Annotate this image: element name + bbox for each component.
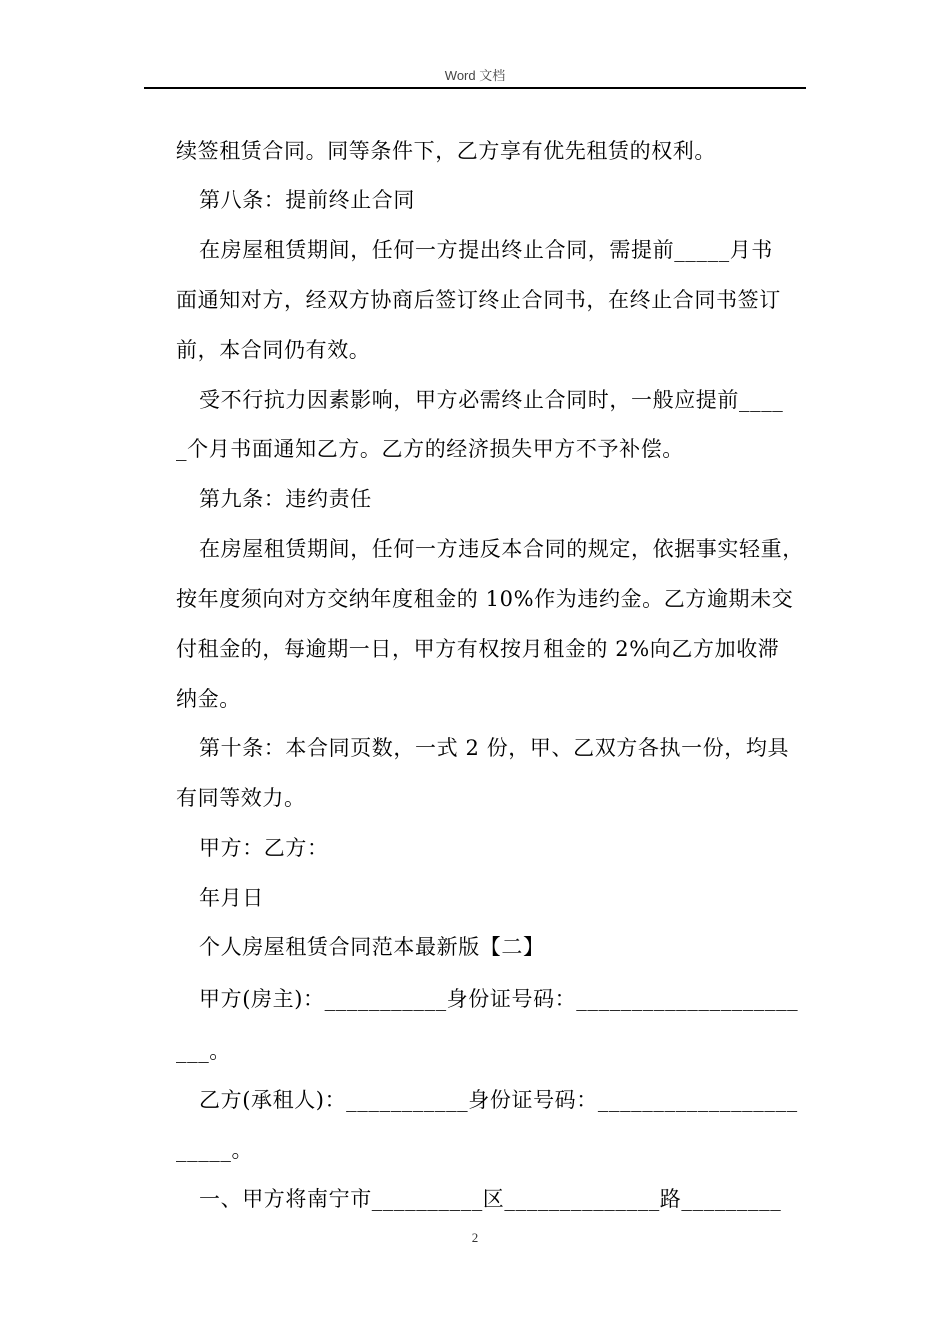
document-header: Word 文档	[444, 68, 506, 83]
paragraph-line: 前，本合同仍有效。	[176, 338, 371, 362]
page-number: 2	[471, 1230, 479, 1245]
party-b-line: 乙方(承租人)：___________身份证号码：__________________	[199, 1088, 798, 1112]
clause-1-line: 一、甲方将南宁市__________区______________路_________	[199, 1187, 782, 1211]
party-a-line: 甲方(房主)：___________身份证号码：____________________	[199, 987, 799, 1011]
party-b-line-continuation: _____。	[176, 1138, 254, 1162]
body-line-continuation: 续签租赁合同。同等条件下，乙方享有优先租赁的权利。	[176, 139, 716, 163]
paragraph-line: 纳金。	[176, 687, 241, 711]
paragraph-line: 面通知对方，经双方协商后签订终止合同书，在终止合同书签订	[176, 288, 781, 312]
paragraph-line: 受不行抗力因素影响，甲方必需终止合同时，一般应提前____	[199, 388, 784, 412]
section-title: 个人房屋租赁合同范本最新版【二】	[199, 935, 545, 959]
paragraph-line: 在房屋租赁期间，任何一方违反本合同的规定，依据事实轻重，	[199, 537, 804, 561]
article-9-heading: 第九条：违约责任	[199, 487, 372, 511]
paragraph-line: 在房屋租赁期间，任何一方提出终止合同，需提前_____月书	[199, 238, 773, 262]
article-10-line: 第十条：本合同页数，一式 2 份，甲、乙双方各执一份，均具	[199, 736, 790, 760]
header-divider	[144, 87, 806, 89]
article-8-heading: 第八条：提前终止合同	[199, 188, 415, 212]
signature-parties: 甲方：乙方：	[199, 836, 329, 860]
paragraph-line: _个月书面通知乙方。乙方的经济损失甲方不予补偿。	[176, 437, 684, 461]
party-a-line-continuation: ___。	[176, 1039, 231, 1063]
paragraph-line: 有同等效力。	[176, 786, 306, 810]
signature-date: 年月日	[199, 886, 264, 910]
paragraph-line: 付租金的，每逾期一日，甲方有权按月租金的 2%向乙方加收滞	[176, 637, 780, 661]
paragraph-line: 按年度须向对方交纳年度租金的 10%作为违约金。乙方逾期未交	[176, 587, 794, 611]
